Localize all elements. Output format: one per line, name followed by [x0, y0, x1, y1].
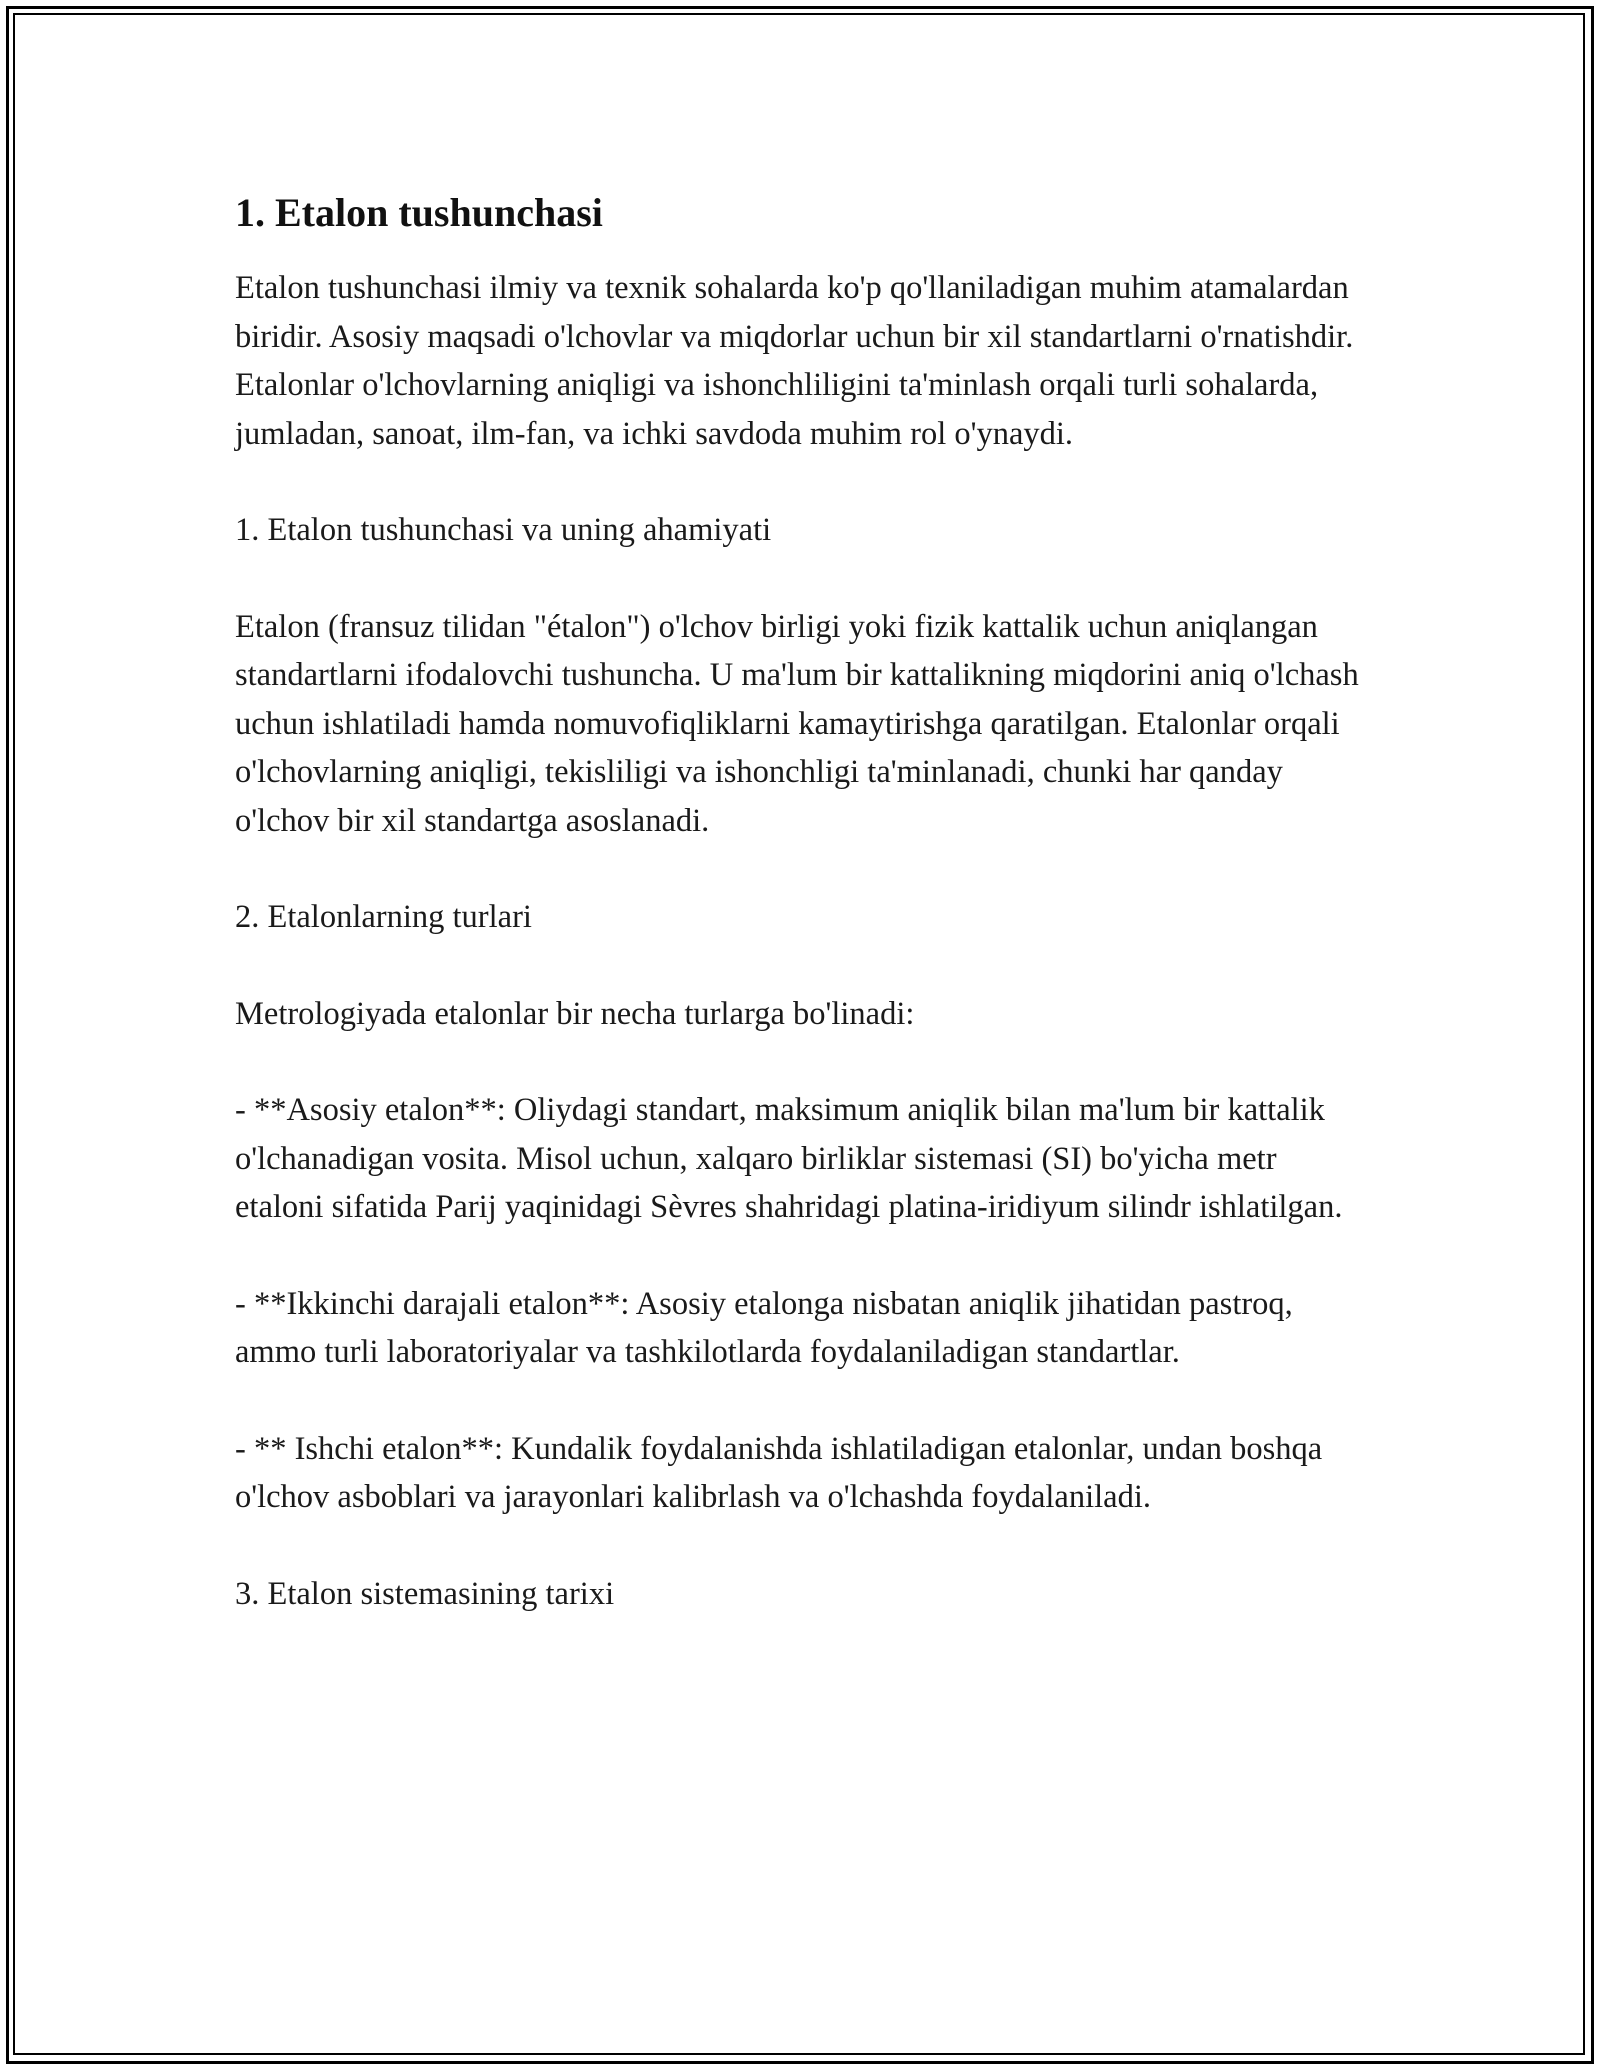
section-heading-1: 1. Etalon tushunchasi va uning ahamiyati	[235, 512, 772, 548]
list-item-primary-etalon: - **Asosiy etalon**: Oliydagi standart, maksimum aniqlik bilan ma'lum bir kattalik o'lchanadigan vosita. Misol uchun, xalqaro birliklar sistemasi (SI) bo'yicha metr etaloni sifatida Parij yaqinidagi Sèvres shahridagi platina-iridiyum silindr ishlatilgan.	[235, 1092, 1343, 1225]
section-heading-3: 3. Etalon sistemasining tarixi	[235, 1575, 615, 1612]
document-title: 1. Etalon tushunchasi	[235, 190, 603, 235]
types-intro-paragraph: Metrologiyada etalonlar bir necha turlarga bo'linadi:	[235, 995, 915, 1032]
document-body	[235, 188, 1365, 1666]
definition-paragraph: Etalon (fransuz tilidan "étalon") o'lchov birligi yoki fizik kattalik uchun aniqlangan standartlarni ifodalovchi tushuncha. U ma'lum bir kattalikning miqdorini aniq o'lchash uchun ishlatiladi hamda nomuvofiqliklarni kamaytirishga qaratilgan. Etalonlar orqali o'lchovlarning aniqligi, tekisliligi va ishonchligi ta'minlanadi, chunki har qanday o'lchov bir xil standartga asoslanadi.	[235, 608, 1359, 839]
list-item-secondary-etalon: - **Ikkinchi darajali etalon**: Asosiy etalonga nisbatan aniqlik jihatidan pastroq, ammo turli laboratoriyalar va tashkilotlarda foydalaniladigan standartlar.	[235, 1285, 1293, 1370]
intro-paragraph: Etalon tushunchasi ilmiy va texnik sohalarda ko'p qo'llaniladigan muhim atamalardan biridir. Asosiy maqsadi o'lchovlar va miqdorlar uchun bir xil standartlarni o'rnatishdir. Etalonlar o'lchovlarning aniqligi va ishonchliligini ta'minlash orqali turli sohalarda, jumladan, sanoat, ilm-fan, va ichki savdoda muhim rol o'ynaydi.	[235, 270, 1354, 452]
list-item-working-etalon: - ** Ishchi etalon**: Kundalik foydalanishda ishlatiladigan etalonlar, undan boshqa o'lchov asboblari va jarayonlari kalibrlash va o'lchashda foydalaniladi.	[235, 1430, 1323, 1515]
section-heading-2: 2. Etalonlarning turlari	[235, 899, 532, 935]
